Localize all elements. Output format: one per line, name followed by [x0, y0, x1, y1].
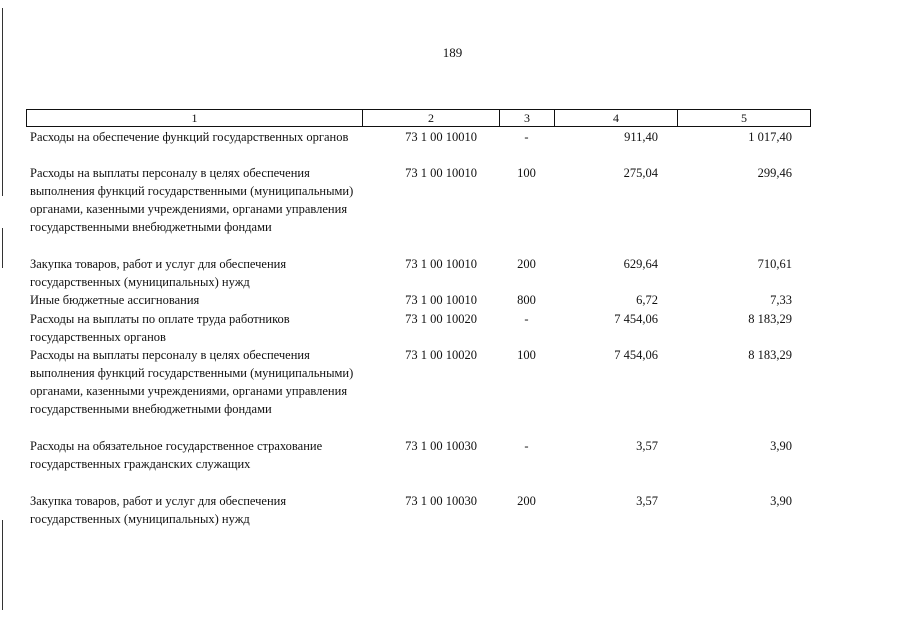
- row-type: -: [524, 312, 529, 326]
- row-value-1: 3,57: [636, 439, 658, 453]
- row-code: 73 1 00 10010: [405, 293, 477, 307]
- row-type: 200: [517, 494, 536, 508]
- row-description: Иные бюджетные ассигнования: [30, 293, 200, 307]
- table-row: [26, 437, 810, 492]
- row-value-1: 629,64: [623, 257, 658, 271]
- row-code: 73 1 00 10020: [405, 348, 477, 362]
- row-value-1: 911,40: [624, 130, 658, 144]
- row-value-2: 299,46: [757, 166, 792, 180]
- table-row: [26, 291, 810, 310]
- table-row: [26, 255, 810, 291]
- scan-edge-line: [2, 228, 3, 268]
- row-value-2: 710,61: [757, 257, 792, 271]
- column-header-1: 1: [27, 110, 363, 127]
- row-description: Расходы на выплаты персоналу в целях обеспечения выполнения функций государственными (муниципальными) органами, казенными учреждениями, органами управления государственными внебюджетными фондами: [30, 348, 354, 416]
- row-description: Расходы на обязательное государственное страхование государственных гражданских служащих: [30, 439, 323, 471]
- row-description: Закупка товаров, работ и услуг для обеспечения государственных (муниципальных) нужд: [30, 494, 287, 526]
- column-header-3: 3: [500, 110, 555, 127]
- row-type: 800: [517, 293, 536, 307]
- row-description: Расходы на обеспечение функций государственных органов: [30, 130, 349, 144]
- scan-edge-line: [2, 520, 3, 610]
- column-header-2: 2: [363, 110, 500, 127]
- row-code: 73 1 00 10010: [405, 130, 477, 144]
- row-value-2: 8 183,29: [748, 312, 792, 326]
- budget-rows: [26, 128, 810, 528]
- column-header-table: [26, 109, 811, 127]
- table-row: [26, 492, 810, 528]
- row-value-2: 8 183,29: [748, 348, 792, 362]
- row-value-1: 275,04: [623, 166, 658, 180]
- row-type: 100: [517, 348, 536, 362]
- row-type: 100: [517, 166, 536, 180]
- row-type: -: [524, 130, 529, 144]
- column-header-4: 4: [555, 110, 678, 127]
- row-description: Расходы на выплаты персоналу в целях обеспечения выполнения функций государственными (муниципальными) органами, казенными учреждениями, органами управления государственными внебюджетными фондами: [30, 166, 354, 234]
- row-value-1: 7 454,06: [614, 312, 658, 326]
- row-type: -: [524, 439, 529, 453]
- row-value-1: 7 454,06: [614, 348, 658, 362]
- table-row: [26, 164, 810, 255]
- column-header-5: 5: [678, 110, 811, 127]
- row-code: 73 1 00 10010: [405, 166, 477, 180]
- row-value-1: 3,57: [636, 494, 658, 508]
- row-code: 73 1 00 10010: [405, 257, 477, 271]
- page-number: 189: [442, 45, 463, 60]
- row-value-2: 3,90: [770, 494, 792, 508]
- row-code: 73 1 00 10030: [405, 439, 477, 453]
- table-row: [26, 346, 810, 437]
- row-code: 73 1 00 10020: [405, 312, 477, 326]
- row-code: 73 1 00 10030: [405, 494, 477, 508]
- column-header-row: [27, 110, 811, 127]
- row-description: Расходы на выплаты по оплате труда работников государственных органов: [30, 312, 290, 344]
- row-value-2: 3,90: [770, 439, 792, 453]
- row-value-1: 6,72: [636, 293, 658, 307]
- row-type: 200: [517, 257, 536, 271]
- row-value-2: 1 017,40: [748, 130, 792, 144]
- row-value-2: 7,33: [770, 293, 792, 307]
- scan-edge-line: [2, 8, 3, 196]
- row-description: Закупка товаров, работ и услуг для обеспечения государственных (муниципальных) нужд: [30, 257, 287, 289]
- table-row: [26, 128, 810, 164]
- table-row: [26, 310, 810, 346]
